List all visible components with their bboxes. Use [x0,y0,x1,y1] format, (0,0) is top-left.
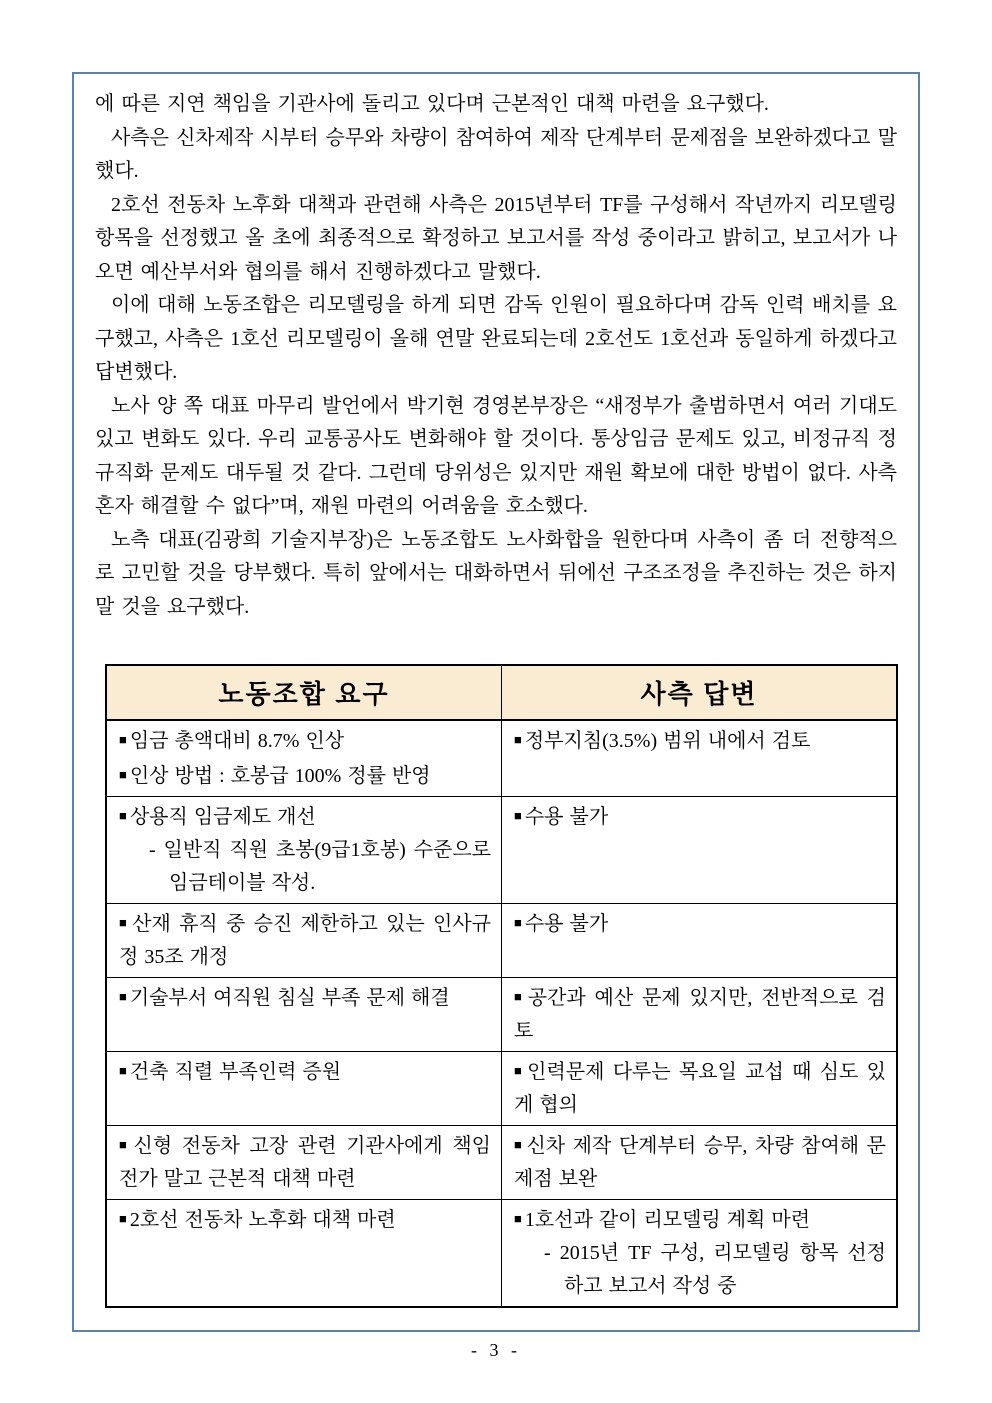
bullet-item [119,1054,491,1089]
bullet-item [119,906,491,974]
item-text: 공간과 예산 문제 있지만, 전반적으로 검토 [514,987,887,1042]
square-bullet-icon: ■ [514,1211,522,1226]
square-bullet-icon: ■ [119,1211,127,1226]
body-text-block [95,88,897,624]
negotiation-table [105,664,898,1308]
table-row [106,978,897,1052]
paragraph: 사측은 신차제작 시부터 승무와 차량이 참여하여 제작 단계부터 문제점을 보완하겠다고 말했다. [95,126,897,182]
square-bullet-icon: ■ [514,1137,524,1152]
paragraph: 이에 대해 노동조합은 리모델링을 하게 되면 감독 인원이 필요하다며 감독 인력 배치를 요구했고, 사측은 1호선 리모델링이 올해 연말 완료되는데 2호선도 1호선과 동일하게 하겠다고 답변했다. [95,294,897,383]
item-text: 정부지침(3.5%) 범위 내에서 검토 [524,730,811,752]
square-bullet-icon: ■ [119,732,127,747]
table-header-row [106,665,897,720]
item-text: 1호선과 같이 리모델링 계획 마련 [524,1209,811,1231]
sub-item: - 2015년 TF 구성, 리모델링 항목 선정 하고 보고서 작성 중 [544,1242,886,1297]
demand-cell [106,797,502,904]
square-bullet-icon: ■ [119,808,127,823]
square-bullet-icon: ■ [514,732,522,747]
demand-cell [106,1200,502,1308]
table-row [106,1126,897,1200]
reply-cell [502,1052,898,1126]
reply-cell [502,797,898,904]
bullet-item [514,906,886,941]
demand-cell [106,720,502,797]
page-number: - 3 - [471,1340,521,1360]
bullet-item [119,1202,491,1237]
item-text: 건축 직렬 부족인력 증원 [129,1061,342,1083]
reply-cell [502,1200,898,1308]
demand-cell [106,1052,502,1126]
bullet-item [514,1202,886,1237]
square-bullet-icon: ■ [119,767,127,782]
table-row [106,720,897,797]
item-text: 수용 불가 [524,806,609,828]
square-bullet-icon: ■ [514,1063,525,1078]
demand-cell [106,1126,502,1200]
demand-cell [106,904,502,978]
bullet-item [119,723,491,758]
paragraph: 2호선 전동차 노후화 대책과 관련해 사측은 2015년부터 TF를 구성해서 작년까지 리모델링 항목을 선정했고 올 초에 최종적으로 확정하고 보고서를 작성 중이라고 밝히고, 보고서가 나오면 예산부서와 협의를 해서 진행하겠다고 말했다. [95,193,897,283]
square-bullet-icon: ■ [119,1137,131,1152]
demand-cell [106,978,502,1052]
bullet-item [119,799,491,834]
page-border-frame [72,72,920,1332]
square-bullet-icon: ■ [514,989,525,1004]
table-row [106,904,897,978]
bullet-item [514,799,886,834]
item-text: 상용직 임금제도 개선 [129,806,316,828]
item-text: 임금 총액대비 8.7% 인상 [129,730,345,752]
item-text: 2호선 전동차 노후화 대책 마련 [129,1209,396,1231]
bullet-item [514,980,886,1048]
table-row [106,797,897,904]
square-bullet-icon: ■ [119,989,127,1004]
table-row [106,1200,897,1308]
bullet-item [514,1128,886,1196]
reply-cell [502,1126,898,1200]
reply-cell [502,904,898,978]
square-bullet-icon: ■ [514,808,522,823]
reply-cell [502,978,898,1052]
item-text: 신차 제작 단계부터 승무, 차량 참여해 문제점 보완 [514,1135,886,1190]
reply-cell [502,720,898,797]
item-text: 신형 전동차 고장 관련 기관사에게 책임 전가 말고 근본적 대책 마련 [119,1135,491,1190]
paragraph: 에 따른 지연 책임을 기관사에 돌리고 있다며 근본적인 대책 마련을 요구했다. [95,93,769,115]
item-text: 산재 휴직 중 승진 제한하고 있는 인사규정 35조 개정 [119,913,491,968]
bullet-item [514,1054,886,1122]
square-bullet-icon: ■ [119,1063,127,1078]
bullet-item [119,980,491,1015]
paragraph: 노사 양 쪽 대표 마무리 발언에서 박기현 경영본부장은 “새정부가 출범하면서 여러 기대도 있고 변화도 있다. 우리 교통공사도 변화해야 할 것이다. 통상임금 문제도 있고, 비정규직 정규직화 문제도 대두될 것 같다. 그런데 당위성은 있지만 재원 확보에 대한 방법이 없다. 사측 혼자 해결할 수 없다”며, 재원 마련의 어려움을 호소했다. [95,394,897,517]
bullet-item [119,758,491,793]
paragraph: 노측 대표(김광희 기술지부장)은 노동조합도 노사화합을 원한다며 사측이 좀 더 전향적으로 고민할 것을 당부했다. 특히 앞에서는 대화하면서 뒤에선 구조조정을 추진하는 것은 하지 말 것을 요구했다. [95,528,897,618]
square-bullet-icon: ■ [514,915,522,930]
table-header-company-reply: 사측 답변 [502,665,898,720]
item-text: 인상 방법 : 호봉급 100% 정률 반영 [129,765,431,787]
bullet-item [119,1128,491,1196]
bullet-item [514,723,886,758]
table-header-union-demand: 노동조합 요구 [106,665,502,720]
item-text: 기술부서 여직원 침실 부족 문제 해결 [129,987,450,1009]
sub-item: - 일반직 직원 초봉(9급1호봉) 수준으로 임금테이블 작성. [149,839,491,894]
item-text: 인력문제 다루는 목요일 교섭 때 심도 있게 협의 [514,1061,886,1116]
item-text: 수용 불가 [524,913,609,935]
square-bullet-icon: ■ [119,915,130,930]
table-row [106,1052,897,1126]
